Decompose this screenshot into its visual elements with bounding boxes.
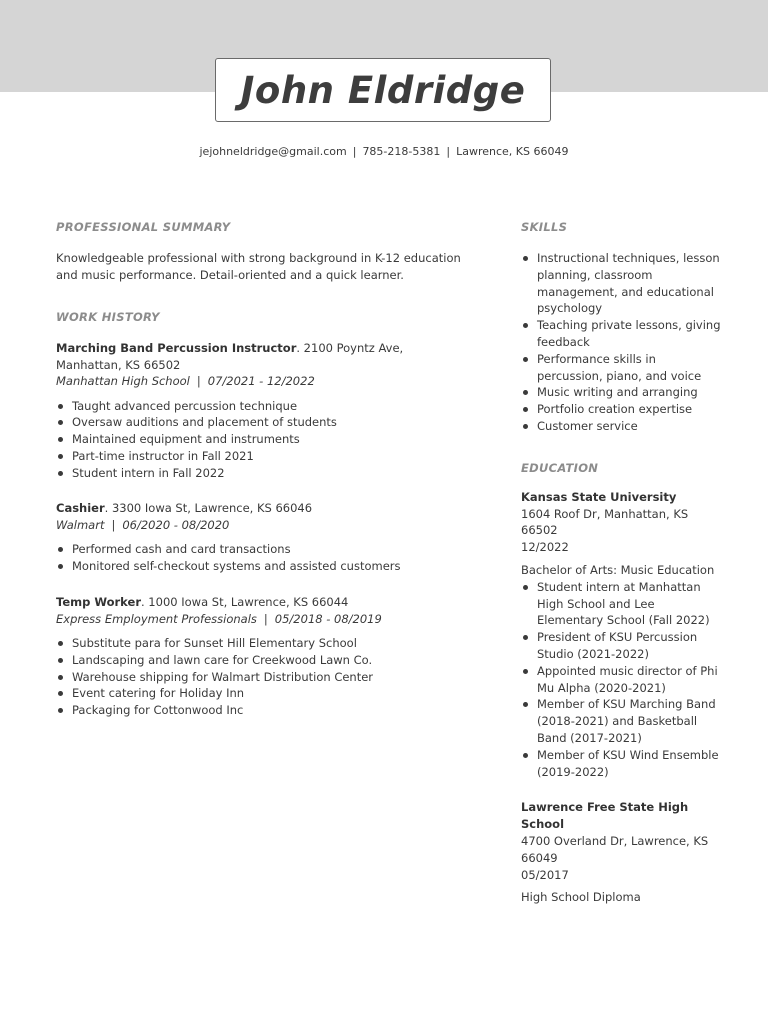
list-item: Student intern at Manhattan High School and Lee Elementary School (Fall 2022) bbox=[521, 579, 721, 629]
contact-phone[interactable]: 785-218-5381 bbox=[362, 145, 441, 158]
job-employer-line bbox=[56, 373, 468, 390]
job-title-line bbox=[56, 500, 468, 517]
school-activities bbox=[521, 579, 721, 781]
school-address: 4700 Overland Dr, Lawrence, KS 66049 bbox=[521, 833, 709, 865]
job-duties bbox=[56, 398, 468, 482]
school-degree: Bachelor of Arts: Music Education bbox=[521, 562, 715, 577]
job-title: Marching Band Percussion Instructor bbox=[56, 341, 297, 355]
job-title-line bbox=[56, 340, 468, 373]
work-heading: WORK HISTORY bbox=[56, 310, 160, 324]
job-separator: | bbox=[263, 611, 268, 626]
school-address: 1604 Roof Dr, Manhattan, KS 66502 bbox=[521, 506, 689, 538]
school-degree: High School Diploma bbox=[521, 890, 641, 905]
summary-text: Knowledgeable professional with strong background in K-12 education and music performance. Detail-oriented and a quick learner. bbox=[56, 251, 461, 282]
list-item: Part-time instructor in Fall 2021 bbox=[56, 448, 468, 465]
job-address: . 3300 Iowa St, Lawrence, KS 66046 bbox=[104, 501, 313, 516]
job-entry bbox=[56, 594, 468, 719]
job-dates: 05/2018 - 08/2019 bbox=[274, 611, 382, 626]
skills-heading: SKILLS bbox=[521, 220, 568, 234]
school-date: 05/2017 bbox=[521, 867, 569, 882]
list-item: Music writing and arranging bbox=[521, 384, 721, 401]
list-item: Teaching private lessons, giving feedback bbox=[521, 317, 721, 351]
job-employer-line bbox=[56, 517, 468, 534]
job-duties bbox=[56, 541, 468, 575]
list-item: Member of KSU Wind Ensemble (2019-2022) bbox=[521, 747, 721, 781]
right-column bbox=[521, 220, 721, 906]
job-entry bbox=[56, 340, 468, 481]
list-item: Appointed music director of Phi Mu Alpha (2020-2021) bbox=[521, 663, 721, 697]
list-item: Warehouse shipping for Walmart Distribution Center bbox=[56, 669, 468, 686]
list-item: Performance skills in percussion, piano, and voice bbox=[521, 351, 721, 385]
list-item: Event catering for Holiday Inn bbox=[56, 685, 468, 702]
candidate-name: John Eldridge bbox=[240, 68, 526, 112]
job-address: . 2100 Poyntz Ave, Manhattan, KS 66502 bbox=[56, 341, 404, 372]
left-column bbox=[56, 220, 468, 719]
list-item: Landscaping and lawn care for Creekwood Lawn Co. bbox=[56, 652, 468, 669]
list-item: Member of KSU Marching Band (2018-2021) and Basketball Band (2017-2021) bbox=[521, 696, 721, 746]
list-item: Oversaw auditions and placement of students bbox=[56, 414, 468, 431]
job-separator: | bbox=[196, 374, 201, 388]
skills-list bbox=[521, 250, 721, 435]
contact-line bbox=[0, 145, 768, 158]
school-date: 12/2022 bbox=[521, 540, 569, 555]
job-employer: Express Employment Professionals bbox=[56, 611, 257, 626]
list-item: Packaging for Cottonwood Inc bbox=[56, 702, 468, 719]
school-name: Lawrence Free State High School bbox=[521, 800, 689, 832]
list-item: Customer service bbox=[521, 418, 721, 435]
job-duties bbox=[56, 635, 468, 719]
job-dates: 07/2021 - 12/2022 bbox=[207, 374, 315, 388]
job-dates: 06/2020 - 08/2020 bbox=[122, 517, 230, 532]
list-item: Monitored self-checkout systems and assisted customers bbox=[56, 558, 468, 575]
contact-email[interactable]: jejohneldridge@gmail.com bbox=[199, 145, 347, 158]
list-item: President of KSU Percussion Studio (2021-2022) bbox=[521, 629, 721, 663]
job-title: Temp Worker bbox=[56, 595, 141, 610]
contact-separator: | bbox=[446, 145, 451, 158]
list-item: Substitute para for Sunset Hill Elementary School bbox=[56, 635, 468, 652]
job-address: . 1000 Iowa St, Lawrence, KS 66044 bbox=[141, 595, 349, 610]
job-title: Cashier bbox=[56, 501, 105, 516]
list-item: Portfolio creation expertise bbox=[521, 401, 721, 418]
education-entry bbox=[521, 489, 721, 781]
education-entry bbox=[521, 799, 721, 906]
summary-heading: PROFESSIONAL SUMMARY bbox=[56, 220, 231, 234]
job-employer: Manhattan High School bbox=[56, 374, 190, 388]
job-separator: | bbox=[111, 517, 116, 532]
list-item: Maintained equipment and instruments bbox=[56, 431, 468, 448]
list-item: Instructional techniques, lesson planning, classroom management, and educational psychology bbox=[521, 250, 721, 317]
job-employer-line bbox=[56, 611, 468, 628]
name-box bbox=[215, 58, 551, 122]
school-name: Kansas State University bbox=[521, 489, 677, 504]
job-employer: Walmart bbox=[56, 517, 105, 532]
contact-separator: | bbox=[352, 145, 357, 158]
job-entry bbox=[56, 500, 468, 575]
list-item: Student intern in Fall 2022 bbox=[56, 465, 468, 482]
contact-location: Lawrence, KS 66049 bbox=[456, 145, 569, 158]
education-heading: EDUCATION bbox=[521, 460, 599, 475]
list-item: Performed cash and card transactions bbox=[56, 541, 468, 558]
job-title-line bbox=[56, 594, 468, 611]
list-item: Taught advanced percussion technique bbox=[56, 398, 468, 415]
